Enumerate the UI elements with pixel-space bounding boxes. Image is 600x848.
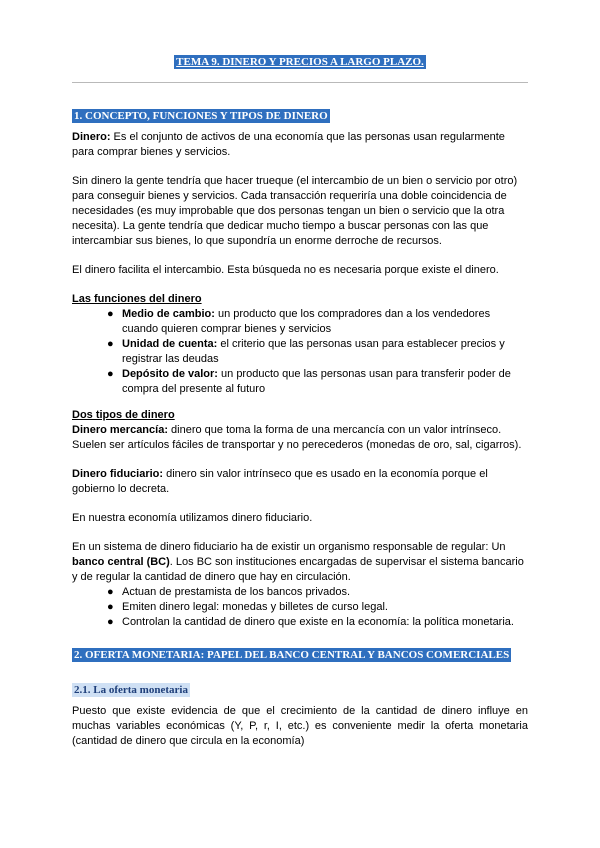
trueque-paragraph — [72, 174, 528, 249]
tipos-heading: Dos tipos de dinero — [72, 409, 175, 421]
sistema-post: . Los BC son instituciones encargadas de supervisar el sistema bancario y de regular la cantidad de dinero que hay en circulación. — [72, 556, 524, 583]
oferta-paragraph — [72, 704, 528, 749]
banco-central-term: banco central (BC) — [72, 556, 170, 568]
title-wrap — [72, 55, 528, 70]
page-title: TEMA 9. DINERO Y PRECIOS A LARGO PLAZO. — [176, 56, 424, 68]
sistema-pre: En un sistema de dinero fiduciario ha de existir un organismo responsable de regular: Un — [72, 541, 506, 553]
funciones-list — [72, 307, 528, 397]
nuestra-text: En nuestra economía utilizamos dinero fiduciario. — [72, 512, 313, 524]
list-item — [107, 367, 528, 397]
bullet-icon: ● — [107, 308, 114, 320]
bc-list — [72, 585, 528, 630]
bullet-icon: ● — [107, 368, 114, 380]
bc-item-text: Actuan de prestamista de los bancos privados. — [122, 586, 351, 598]
facilita-paragraph — [72, 263, 528, 278]
funcion-text: un producto que las personas usan para transferir poder de compra del presente al futuro — [122, 368, 511, 395]
facilita-text: El dinero facilita el intercambio. Esta búsqueda no es necesaria porque existe el dinero. — [72, 264, 499, 276]
funcion-term: Depósito de valor: — [122, 368, 218, 380]
bullet-icon: ● — [107, 586, 114, 598]
list-item — [107, 585, 528, 600]
bc-item-text: Controlan la cantidad de dinero que existe en la economía: la política monetaria. — [122, 616, 514, 628]
list-item — [107, 600, 528, 615]
bullet-icon: ● — [107, 338, 114, 350]
list-item — [107, 615, 528, 630]
dinero-def: Es el conjunto de activos de una economía que las personas usan regularmente para comprar bienes y servicios. — [72, 131, 505, 158]
funciones-heading: Las funciones del dinero — [72, 293, 202, 305]
bullet-icon: ● — [107, 616, 114, 628]
bullet-icon: ● — [107, 601, 114, 613]
nuestra-paragraph — [72, 511, 528, 526]
title-divider — [72, 82, 528, 83]
section1-heading: 1. CONCEPTO, FUNCIONES Y TIPOS DE DINERO — [74, 110, 328, 122]
trueque-text: Sin dinero la gente tendría que hacer trueque (el intercambio de un bien o servicio por otro) para conseguir bienes y servicios. Cada transacción requeriría una doble coincidencia de necesidades (es muy improbable que dos personas tengan un bien o servicio que la otra necesita). La gente tendría que dedicar mucho tiempo a buscar personas con las que intercambiar sus bienes, lo que supondría un enorme derroche de recursos. — [72, 175, 518, 247]
subsection-heading-block — [72, 683, 528, 698]
section1-heading-block — [72, 109, 528, 124]
mercancia-term: Dinero mercancía: — [72, 424, 168, 436]
subsection-heading: 2.1. La oferta monetaria — [74, 684, 188, 696]
funcion-term: Unidad de cuenta: — [122, 338, 218, 350]
funcion-term: Medio de cambio: — [122, 308, 215, 320]
fiduciario-text: dinero sin valor intrínseco que es usado en la economía porque el gobierno lo decreta. — [72, 468, 488, 495]
sistema-block — [72, 540, 528, 630]
tipos-block — [72, 408, 528, 453]
dinero-term: Dinero: — [72, 131, 111, 143]
funcion-text: un producto que los compradores dan a los vendedores cuando quieren comprar bienes y servicios — [122, 308, 491, 335]
list-item — [107, 307, 528, 337]
funcion-text: el criterio que las personas usan para establecer precios y registrar las deudas — [122, 338, 505, 365]
section2-heading-block — [72, 648, 528, 663]
oferta-text: Puesto que existe evidencia de que el crecimiento de la cantidad de dinero influye en muchas variables económicas (Y, P, r, I, etc.) es conveniente medir la oferta monetaria (cantidad de dinero que circula en la economía) — [72, 705, 528, 747]
dinero-paragraph — [72, 130, 528, 160]
bc-item-text: Emiten dinero legal: monedas y billetes de curso legal. — [122, 601, 388, 613]
fiduciario-term: Dinero fiduciario: — [72, 468, 164, 480]
section2-heading: 2. OFERTA MONETARIA: PAPEL DEL BANCO CENTRAL Y BANCOS COMERCIALES — [74, 649, 510, 661]
mercancia-text: dinero que toma la forma de una mercancía con un valor intrínseco. Suelen ser artículos fáciles de transportar y no perecederos (monedas de oro, sal, cigarros). — [72, 424, 522, 451]
list-item — [107, 337, 528, 367]
fiduciario-paragraph — [72, 467, 528, 497]
funciones-block — [72, 292, 528, 397]
